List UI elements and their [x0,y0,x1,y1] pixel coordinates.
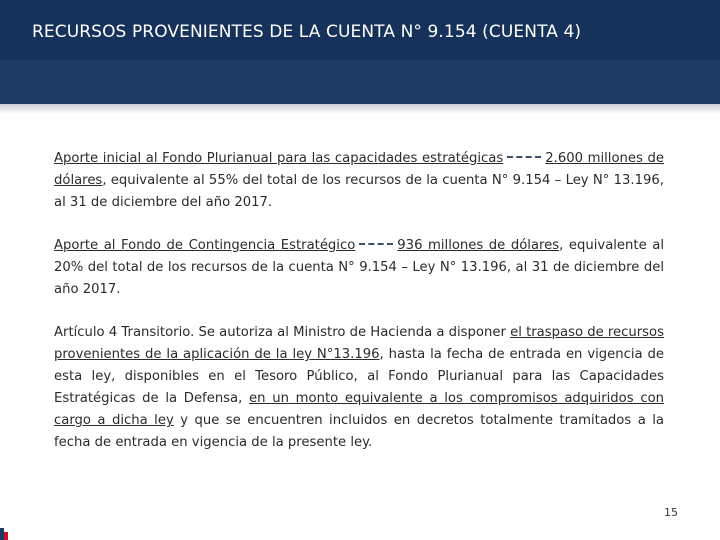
articulo-text-1: Artículo 4 Transitorio. Se autoriza al Ministro de Hacienda a disponer [54,325,511,340]
page-title: RECURSOS PROVENIENTES DE LA CUENTA N° 9.154 (CUENTA 4) [32,22,582,42]
articulo-text-3: y que se encuentren incluidos en decretos totalmente tramitados a la fecha de entrada en vigencia de la presente ley. [54,413,664,450]
fondo-contingencia-label: Aporte al Fondo de Contingencia Estratégico [54,238,356,253]
dashed-arrow-icon [359,243,393,245]
header-shadow [0,104,720,114]
fondo-plurianual-detail: , equivalente al 55% del total de los recursos de la cuenta N° 9.154 – Ley N° 13.196, al 31 de diciembre del año 2017. [54,173,664,210]
page-number: 15 [664,506,678,519]
articulo-underlined-1: el traspaso de recursos provenientes de la aplicación de la ley N°13.196 [54,325,664,362]
fondo-plurianual-amount: 2.600 millones de dólares [54,151,665,188]
fondo-contingencia-amount: 936 millones de dólares [397,238,560,253]
footer-accent-red [4,532,8,540]
paragraph-fondo-plurianual [54,148,664,214]
header-bar [0,0,720,104]
paragraph-fondo-contingencia [54,235,664,301]
content-body [54,148,664,475]
dashed-arrow-icon [507,156,541,158]
articulo-text-2: , hasta la fecha de entrada en vigencia de esta ley, disponibles en el Tesoro Público, al Fondo Plurianual para las Capacidades Estratégicas de la Defensa, [54,347,665,406]
fondo-contingencia-detail: , equivalente al 20% del total de los recursos de la cuenta N° 9.154 – Ley N° 13.196, al 31 de diciembre del año 2017. [54,238,664,297]
paragraph-articulo-transitorio [54,322,664,454]
fondo-plurianual-label: Aporte inicial al Fondo Plurianual para las capacidades estratégicas [54,151,504,166]
articulo-underlined-2: en un monto equivalente a los compromisos adquiridos con cargo a dicha ley [54,391,664,428]
